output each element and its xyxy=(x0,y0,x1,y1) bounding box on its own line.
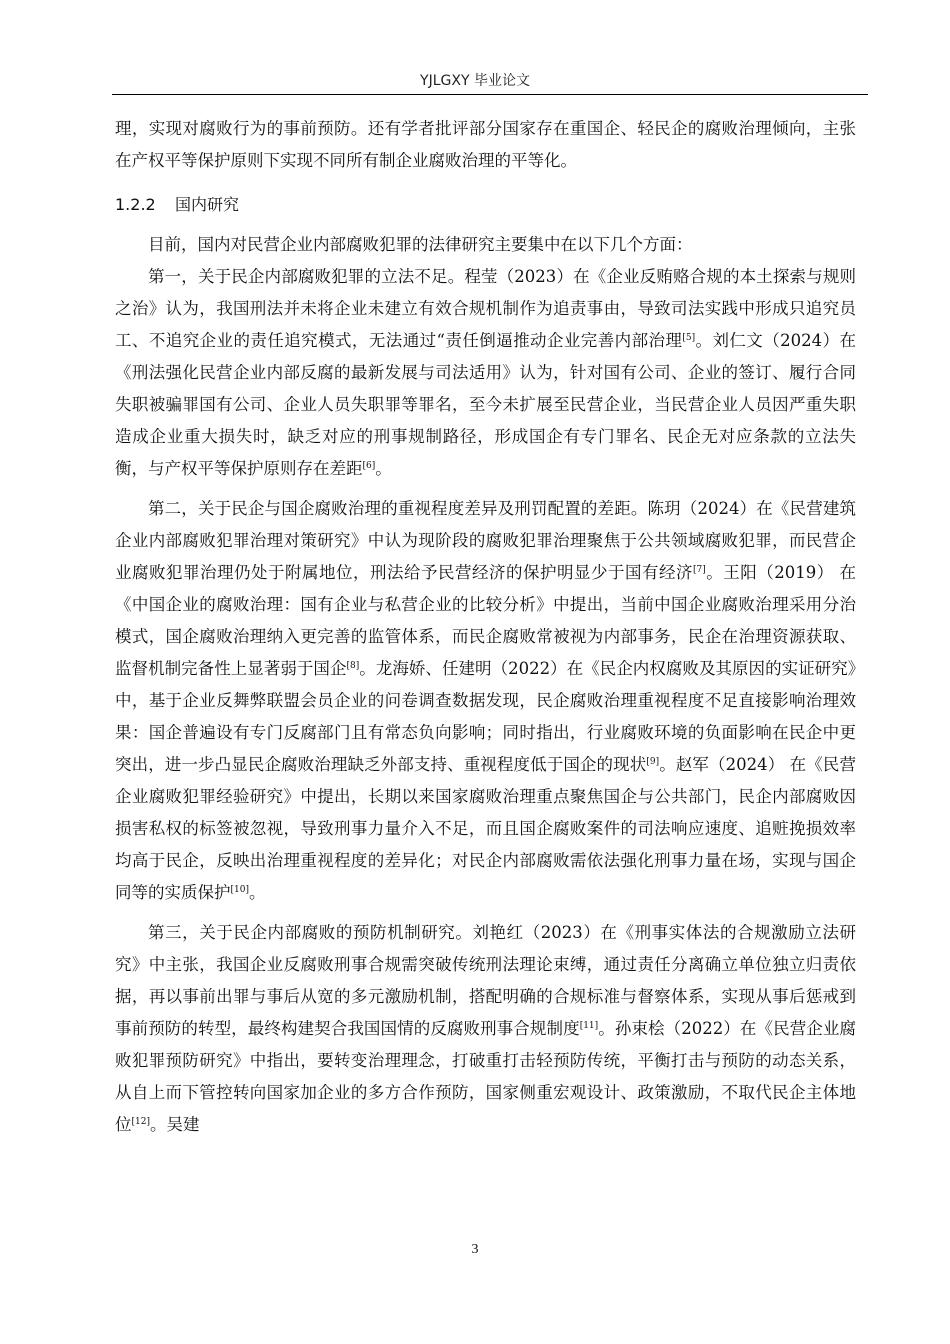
citation-ref: [11] xyxy=(579,1021,599,1031)
page-number: 3 xyxy=(471,1242,479,1257)
text-run: 。龙海娇、任建明（2022）在《民企内权腐败及其原因的实证研究》中，基于企业反舞弊联盟会员企业的问卷调查数据发现，民企腐败治理重视程度不足直接影响治理效果：国企普遍设有专门反腐部门且有常态负向影响；同时指出，行业腐败环境的负面影响在民企中更突出，进一步凸显民企腐败治理缺乏外部支持、重视程度低于国企的现状 xyxy=(115,659,857,774)
document-body xyxy=(115,113,856,1141)
citation-ref: [12] xyxy=(131,1117,150,1127)
header-divider xyxy=(112,94,868,95)
text-run: 。孙束桧（2022）在《民营企业腐败犯罪预防研究》中指出，要转变治理理念，打破重打击轻预防传统，平衡打击与预防的动态关系，从自上而下管控转向国家加企业的多方合作预防，国家侧重宏观设计、政策激励，不取代民企主体地位 xyxy=(115,1019,857,1134)
citation-ref: [7] xyxy=(693,565,706,575)
section-number: 1.2.2 xyxy=(115,195,156,214)
paragraph-intro: 目前，国内对民营企业内部腐败犯罪的法律研究主要集中在以下几个方面： xyxy=(148,235,693,254)
text-run: 第三，关于民企内部腐败的预防机制研究。刘艳红（2023）在《刑事实体法的合规激励立法研究》中主张，我国企业反腐败刑事合规需突破传统刑法理论束缚，通过责任分离确立单位独立归责依据，再以事前出罪与事后从宽的多元激励机制，搭配明确的合规标准与督察体系，实现从事后惩戒到事前预防的转型，最终构建契合我国国情的反腐败刑事合规制度 xyxy=(115,923,856,1038)
text-run: 。 xyxy=(375,459,392,478)
paragraph-first xyxy=(115,261,856,485)
citation-ref: [5] xyxy=(682,333,696,343)
text-run: 。吴建 xyxy=(149,1115,200,1134)
running-header: YJLGXY 毕业论文 xyxy=(420,73,530,89)
citation-ref: [10] xyxy=(230,885,249,895)
citation-ref: [8] xyxy=(346,661,360,671)
paragraph-second xyxy=(115,493,856,909)
section-title: 国内研究 xyxy=(175,195,240,214)
paragraph-third xyxy=(115,917,856,1141)
text-run: 。刘仁文（2024）在《刑法强化民营企业内部反腐的最新发展与司法适用》认为，针对国有公司、企业的签订、履行合同失职被骗罪国有公司、企业人员失职罪等罪名，至今未扩展至民营企业，当民营企业人员因严重失职造成企业重大损失时，缺乏对应的刑事规制路径，形成国企有专门罪名、民企无对应条款的立法失衡，与产权平等保护原则存在差距 xyxy=(115,331,856,478)
text-run: 。 xyxy=(248,883,266,902)
citation-ref: [9] xyxy=(646,757,660,767)
section-heading xyxy=(115,189,856,221)
citation-ref: [6] xyxy=(362,461,376,471)
paragraph-continuation: 理，实现对腐败行为的事前预防。还有学者批评部分国家存在重国企、轻民企的腐败治理倾向，主张在产权平等保护原则下实现不同所有制企业腐败治理的平等化。 xyxy=(115,119,856,170)
text-run: 。王阳（2019） 在《中国企业的腐败治理：国有企业与私营企业的比较分析》中提出，当前中国企业腐败治理采用分治模式，国企腐败治理纳入更完善的监管体系，而民企腐败常被视为内部事务，民企在治理资源获取、监督机制完备性上显著弱于国企 xyxy=(115,563,856,678)
text-run: 。赵军（2024） 在《民营企业腐败犯罪经验研究》中提出，长期以来国家腐败治理重点聚焦国企与公共部门，民企内部腐败因损害私权的标签被忽视，导致刑事力量介入不足，而且国企腐败案件的司法响应速度、追赃挽损效率均高于民企，反映出治理重视程度的差异化；对民企内部腐败需依法强化刑事力量在场，实现与国企同等的实质保护 xyxy=(115,755,856,902)
text-run: 第一，关于民企内部腐败犯罪的立法不足。程莹（2023）在《企业反贿赂合规的本土探索与规则之治》认为，我国刑法并未将企业未建立有效合规机制作为追责事由，导致司法实践中形成只追究员工、不追究企业的责任追究模式，无法通过“责任倒逼推动企业完善内部治理 xyxy=(115,267,856,350)
text-run: 第二，关于民企与国企腐败治理的重视程度差异及刑罚配置的差距。陈玥（2024）在《民营建筑企业内部腐败犯罪治理对策研究》中认为现阶段的腐败犯罪治理聚焦于公共领域腐败犯罪，而民营企业腐败犯罪治理仍处于附属地位，刑法给予民营经济的保护明显少于国有经济 xyxy=(115,499,856,582)
